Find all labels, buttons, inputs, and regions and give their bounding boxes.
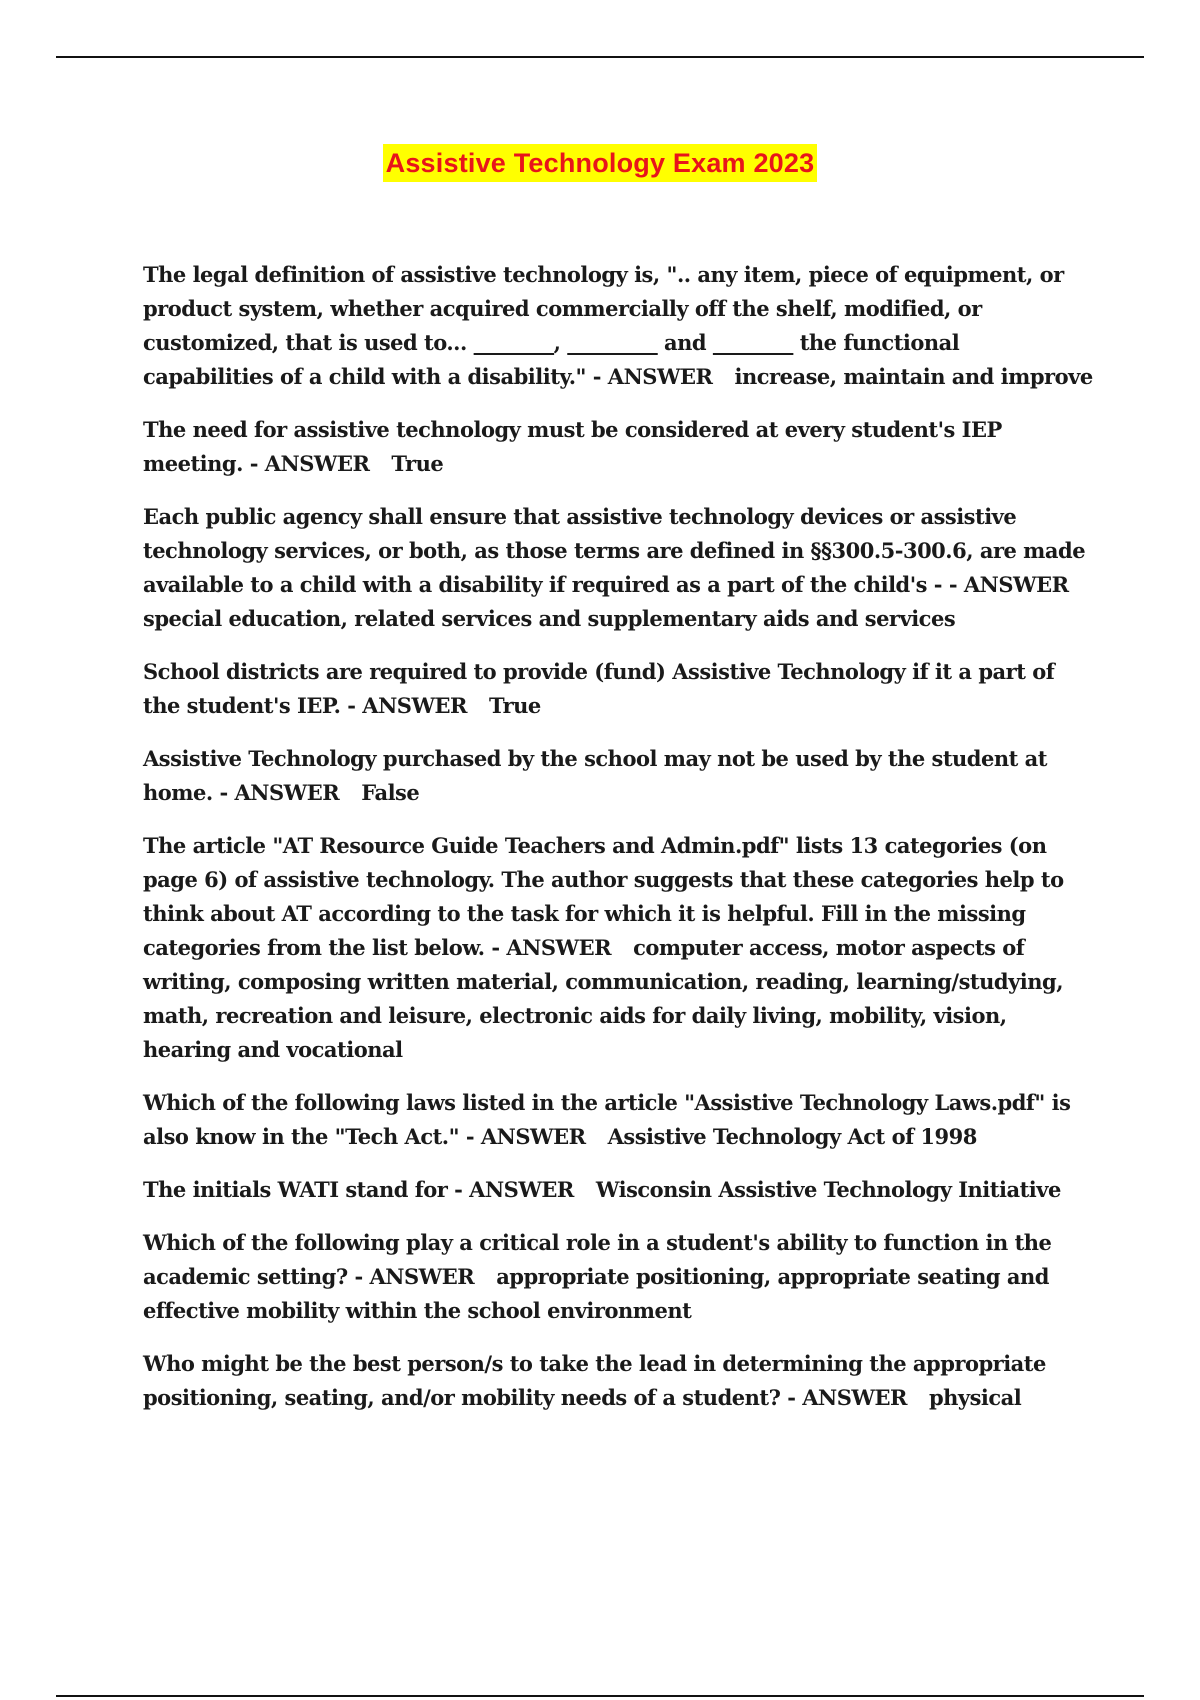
question-text: School districts are required to provide (fund) Assistive Technology if it a part of the student's IEP. - ANSWER	[143, 659, 1055, 718]
answer-text: True	[391, 451, 444, 476]
answer-text: Wisconsin Assistive Technology Initiative	[595, 1177, 1061, 1202]
document-title: Assistive Technology Exam 2023	[383, 144, 818, 182]
question-text: Assistive Technology purchased by the school may not be used by the student at home. - ANSWER	[143, 746, 1047, 805]
bottom-divider	[56, 1695, 1144, 1697]
answer-text: special education, related services and supplementary aids and services	[143, 606, 956, 631]
question-text: Who might be the best person/s to take the lead in determining the appropriate positioning, seating, and/or mobility needs of a student? - ANSWER	[143, 1351, 1046, 1410]
answer-text: appropriate positioning, appropriate seating and effective mobility within the school environment	[143, 1264, 1049, 1323]
question-text: Which of the following play a critical role in a student's ability to function in the academic setting? - ANSWER	[143, 1230, 1052, 1289]
question-text: Which of the following laws listed in the article "Assistive Technology Laws.pdf" is also know in the "Tech Act." - ANSWER	[143, 1090, 1071, 1149]
question-text: The article "AT Resource Guide Teachers and Admin.pdf" lists 13 categories (on page 6) of assistive technology. The author suggests that these categories help to think about AT according to the task for which it is helpful. Fill in the missing categories from the list below. - ANSWER	[143, 833, 1064, 960]
qa-item	[143, 1086, 1093, 1154]
title-container	[0, 144, 1200, 182]
answer-text: Assistive Technology Act of 1998	[607, 1124, 977, 1149]
answer-text: physical	[928, 1385, 1022, 1410]
qa-item	[143, 829, 1093, 1067]
answer-text: increase, maintain and improve	[734, 364, 1093, 389]
qa-item	[143, 413, 1093, 481]
qa-item	[143, 258, 1093, 394]
answer-text: False	[361, 780, 420, 805]
question-list	[143, 258, 1093, 1434]
qa-item	[143, 1347, 1093, 1415]
qa-item	[143, 655, 1093, 723]
question-text: The initials WATI stand for - ANSWER	[143, 1177, 574, 1202]
top-divider	[56, 56, 1144, 58]
qa-item	[143, 742, 1093, 810]
answer-text: computer access, motor aspects of writing, composing written material, communication, reading, learning/studying, math, recreation and leisure, electronic aids for daily living, mobility, vision, hearing and vocational	[143, 935, 1064, 1062]
qa-item	[143, 500, 1093, 636]
question-text: Each public agency shall ensure that assistive technology devices or assistive technology services, or both, as those terms are defined in §§300.5-300.6, are made available to a child with a disability if required as a part of the child's - - ANSWER	[143, 504, 1086, 597]
question-text: The need for assistive technology must be considered at every student's IEP meeting. - ANSWER	[143, 417, 1002, 476]
qa-item	[143, 1173, 1093, 1207]
question-text: The legal definition of assistive technology is, ".. any item, piece of equipment, or product system, whether acquired commercially off the shelf, modified, or customized, that is used to... ________, _________ and ________ the functional capabilities of a child with a disability." - ANSWER	[143, 262, 1064, 389]
answer-text: True	[489, 693, 541, 718]
qa-item	[143, 1226, 1093, 1328]
